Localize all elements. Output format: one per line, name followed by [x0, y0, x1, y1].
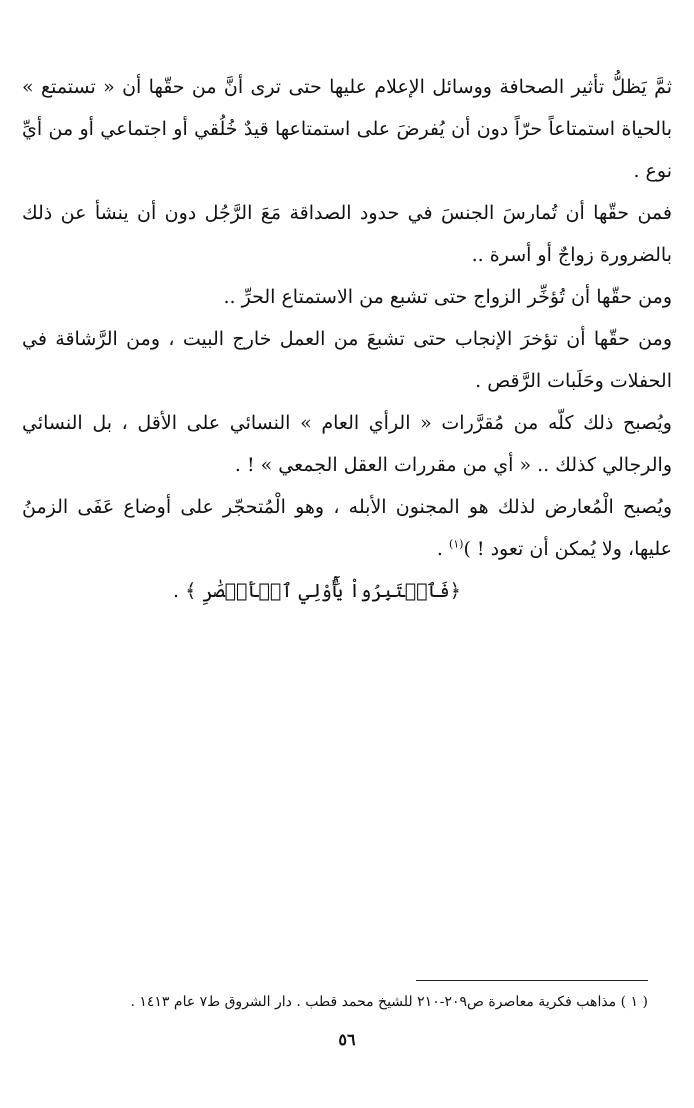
body-text: [22, 66, 672, 612]
paragraph-6-text: ويُصبح الْمُعارض لذلك هو المجنون الأبله ، وهو الْمُتحجّر على أوضاع عَفَى الزمنُ عليها، ولا يُمكن أن تعود ! ): [22, 496, 672, 560]
paragraph-5: ويُصبح ذلك كلّه من مُقرَّرات « الرأي العام » النسائي على الأقل ، بل النسائي والرجالي كذلك .. « أي من مقررات العقل الجمعي » ! .: [22, 412, 672, 476]
paragraph-3: ومن حقّها أن تُؤخِّر الزواج حتى تشبع من الاستمتاع الحرِّ ..: [223, 286, 672, 308]
footnote-divider: [416, 980, 648, 981]
footnote: ( ١ ) مذاهب فكرية معاصرة ص٢٠٩-٢١٠ للشيخ محمد قطب . دار الشروق ط٧ عام ١٤١٣ .: [130, 994, 648, 1010]
verse-text: ﴿فَٱعۡتَبِرُواْ يَٰٓأُوْلِي ٱلۡأَبۡصَٰرِ ﴾: [185, 580, 461, 602]
footnote-reference[interactable]: (١): [448, 537, 464, 551]
paragraph-4: ومن حقّها أن تؤخرَ الإنجاب حتى تشبعَ من العمل خارج البيت ، ومن الرَّشاقة في الحفلات وحَلَبات الرَّقص .: [22, 328, 672, 392]
paragraph-1: ثمَّ يَظلُّ تأثير الصحافة ووسائل الإعلام عليها حتى ترى أنَّ من حقّها أن « تستمتع » بالحياة استمتاعاً حرّاً دون أن يُفرضَ على استمتاعها قيدٌ خُلُقي أو اجتماعي أو من أيِّ نوع .: [22, 76, 672, 182]
page-number: ٥٦: [338, 1030, 356, 1049]
paragraph-2: فمن حقّها أن تُمارسَ الجنسَ في حدود الصداقة مَعَ الرَّجُل دون أن ينشأ عن ذلك بالضرورة زواجٌ أو أسرة ..: [22, 202, 672, 266]
paragraph-6-end: .: [436, 538, 449, 560]
paragraph-6: [22, 486, 672, 570]
verse-end: .: [173, 580, 186, 602]
quran-verse: [22, 570, 672, 612]
